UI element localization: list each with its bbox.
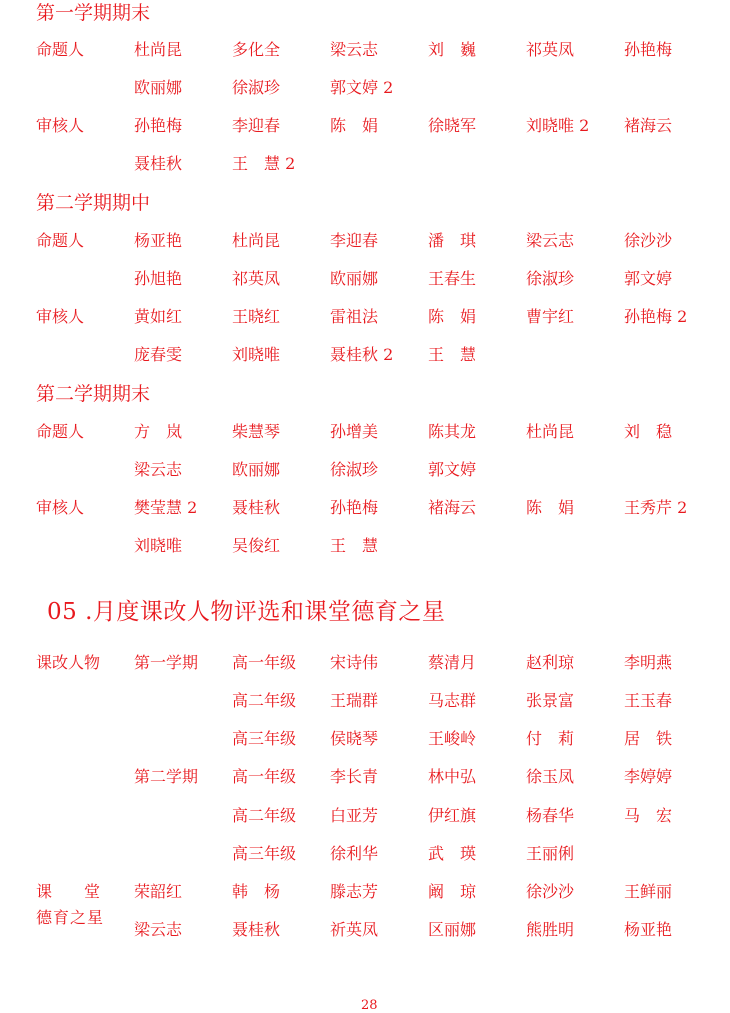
name-cell: 徐淑珍 xyxy=(526,269,575,288)
name-cell: 欧丽娜 xyxy=(232,460,281,479)
name-cell: 多化全 xyxy=(232,40,281,59)
name-cell: 孙艳梅 xyxy=(624,40,673,59)
section-title-sem1-end: 第一学期期末 xyxy=(36,2,151,24)
label-question-setter: 命题人 xyxy=(36,40,85,59)
name-cell: 徐淑珍 xyxy=(232,78,281,97)
label-moral-star-line1: 课 堂 xyxy=(36,882,101,901)
label-moral-star-line2: 德育之星 xyxy=(36,908,105,927)
name-cell: 李婷婷 xyxy=(624,767,673,786)
name-cell: 郭文婷 xyxy=(428,460,477,479)
section-title-sem2-end: 第二学期期末 xyxy=(36,383,151,405)
name-cell: 聂桂秋 xyxy=(232,498,281,517)
name-cell: 徐利华 xyxy=(330,844,379,863)
name-cell: 聂桂秋 xyxy=(134,154,183,173)
name-cell: 刘晓唯 2 xyxy=(526,116,590,135)
name-cell: 曹宇红 xyxy=(526,307,575,326)
name-cell: 徐玉凤 xyxy=(526,767,575,786)
section-heading-05: 05 .月度课改人物评选和课堂德育之星 xyxy=(47,599,446,625)
grade-label: 高一年级 xyxy=(232,653,297,672)
name-cell: 樊莹慧 2 xyxy=(134,498,198,517)
name-cell: 徐沙沙 xyxy=(526,882,575,901)
grade-label: 高一年级 xyxy=(232,767,297,786)
grade-label: 高二年级 xyxy=(232,691,297,710)
name-cell: 郭文婷 2 xyxy=(330,78,394,97)
name-cell: 郭文婷 xyxy=(624,269,673,288)
name-cell: 蔡清月 xyxy=(428,653,477,672)
name-cell: 武 瑛 xyxy=(428,844,477,863)
name-cell: 梁云志 xyxy=(526,231,575,250)
label-reviewer: 审核人 xyxy=(36,116,85,135)
name-cell: 王 慧 xyxy=(428,345,477,364)
name-cell: 潘 琪 xyxy=(428,231,477,250)
name-cell: 刘晓唯 xyxy=(232,345,281,364)
name-cell: 刘 巍 xyxy=(428,40,477,59)
name-cell: 柴慧琴 xyxy=(232,422,281,441)
name-cell: 王鲜丽 xyxy=(624,882,673,901)
name-cell: 徐沙沙 xyxy=(624,231,673,250)
name-cell: 王晓红 xyxy=(232,307,281,326)
name-cell: 杜尚昆 xyxy=(232,231,281,250)
label-reform-figures: 课改人物 xyxy=(36,653,101,672)
name-cell: 雷祖法 xyxy=(330,307,379,326)
grade-label: 高三年级 xyxy=(232,729,297,748)
name-cell: 林中弘 xyxy=(428,767,477,786)
name-cell: 陈 娟 xyxy=(526,498,575,517)
name-cell: 王玉春 xyxy=(624,691,673,710)
name-cell: 荣韶红 xyxy=(134,882,183,901)
name-cell: 孙艳梅 2 xyxy=(624,307,688,326)
name-cell: 刘晓唯 xyxy=(134,536,183,555)
name-cell: 黄如红 xyxy=(134,307,183,326)
name-cell: 吴俊红 xyxy=(232,536,281,555)
name-cell: 王丽俐 xyxy=(526,844,575,863)
name-cell: 祈英凤 xyxy=(330,920,379,939)
name-cell: 熊胜明 xyxy=(526,920,575,939)
label-question-setter: 命题人 xyxy=(36,231,85,250)
name-cell: 王峻岭 xyxy=(428,729,477,748)
name-cell: 杜尚昆 xyxy=(134,40,183,59)
name-cell: 阚 琼 xyxy=(428,882,477,901)
name-cell: 付 莉 xyxy=(526,729,575,748)
name-cell: 杨亚艳 xyxy=(134,231,183,250)
page-number: 28 xyxy=(361,998,378,1013)
name-cell: 赵利琼 xyxy=(526,653,575,672)
name-cell: 杨春华 xyxy=(526,806,575,825)
name-cell: 杨亚艳 xyxy=(624,920,673,939)
name-cell: 王 慧 xyxy=(330,536,379,555)
name-cell: 王 慧 2 xyxy=(232,154,296,173)
name-cell: 欧丽娜 xyxy=(134,78,183,97)
grade-label: 高三年级 xyxy=(232,844,297,863)
name-cell: 马志群 xyxy=(428,691,477,710)
name-cell: 孙旭艳 xyxy=(134,269,183,288)
name-cell: 聂桂秋 xyxy=(232,920,281,939)
name-cell: 徐晓军 xyxy=(428,116,477,135)
name-cell: 祁英凤 xyxy=(232,269,281,288)
name-cell: 侯晓琴 xyxy=(330,729,379,748)
name-cell: 白亚芳 xyxy=(330,806,379,825)
name-cell: 陈 娟 xyxy=(330,116,379,135)
name-cell: 滕志芳 xyxy=(330,882,379,901)
name-cell: 褚海云 xyxy=(624,116,673,135)
name-cell: 刘 稳 xyxy=(624,422,673,441)
name-cell: 梁云志 xyxy=(134,460,183,479)
term-label-2: 第二学期 xyxy=(134,767,199,786)
name-cell: 庞春雯 xyxy=(134,345,183,364)
section-title-sem2-mid: 第二学期期中 xyxy=(36,192,151,214)
name-cell: 祁英凤 xyxy=(526,40,575,59)
name-cell: 孙增美 xyxy=(330,422,379,441)
label-reviewer: 审核人 xyxy=(36,498,85,517)
name-cell: 杜尚昆 xyxy=(526,422,575,441)
name-cell: 孙艳梅 xyxy=(330,498,379,517)
name-cell: 李迎春 xyxy=(232,116,281,135)
name-cell: 梁云志 xyxy=(330,40,379,59)
name-cell: 宋诗伟 xyxy=(330,653,379,672)
name-cell: 陈 娟 xyxy=(428,307,477,326)
name-cell: 居 铁 xyxy=(624,729,673,748)
name-cell: 李明燕 xyxy=(624,653,673,672)
name-cell: 徐淑珍 xyxy=(330,460,379,479)
name-cell: 张景富 xyxy=(526,691,575,710)
name-cell: 欧丽娜 xyxy=(330,269,379,288)
name-cell: 王瑞群 xyxy=(330,691,379,710)
name-cell: 陈其龙 xyxy=(428,422,477,441)
label-reviewer: 审核人 xyxy=(36,307,85,326)
name-cell: 方 岚 xyxy=(134,422,183,441)
name-cell: 韩 杨 xyxy=(232,882,281,901)
name-cell: 李长青 xyxy=(330,767,379,786)
name-cell: 聂桂秋 2 xyxy=(330,345,394,364)
name-cell: 马 宏 xyxy=(624,806,673,825)
name-cell: 孙艳梅 xyxy=(134,116,183,135)
name-cell: 梁云志 xyxy=(134,920,183,939)
name-cell: 王春生 xyxy=(428,269,477,288)
name-cell: 王秀芹 2 xyxy=(624,498,688,517)
name-cell: 褚海云 xyxy=(428,498,477,517)
name-cell: 伊红旗 xyxy=(428,806,477,825)
name-cell: 区丽娜 xyxy=(428,920,477,939)
grade-label: 高二年级 xyxy=(232,806,297,825)
name-cell: 李迎春 xyxy=(330,231,379,250)
label-question-setter: 命题人 xyxy=(36,422,85,441)
term-label-1: 第一学期 xyxy=(134,653,199,672)
